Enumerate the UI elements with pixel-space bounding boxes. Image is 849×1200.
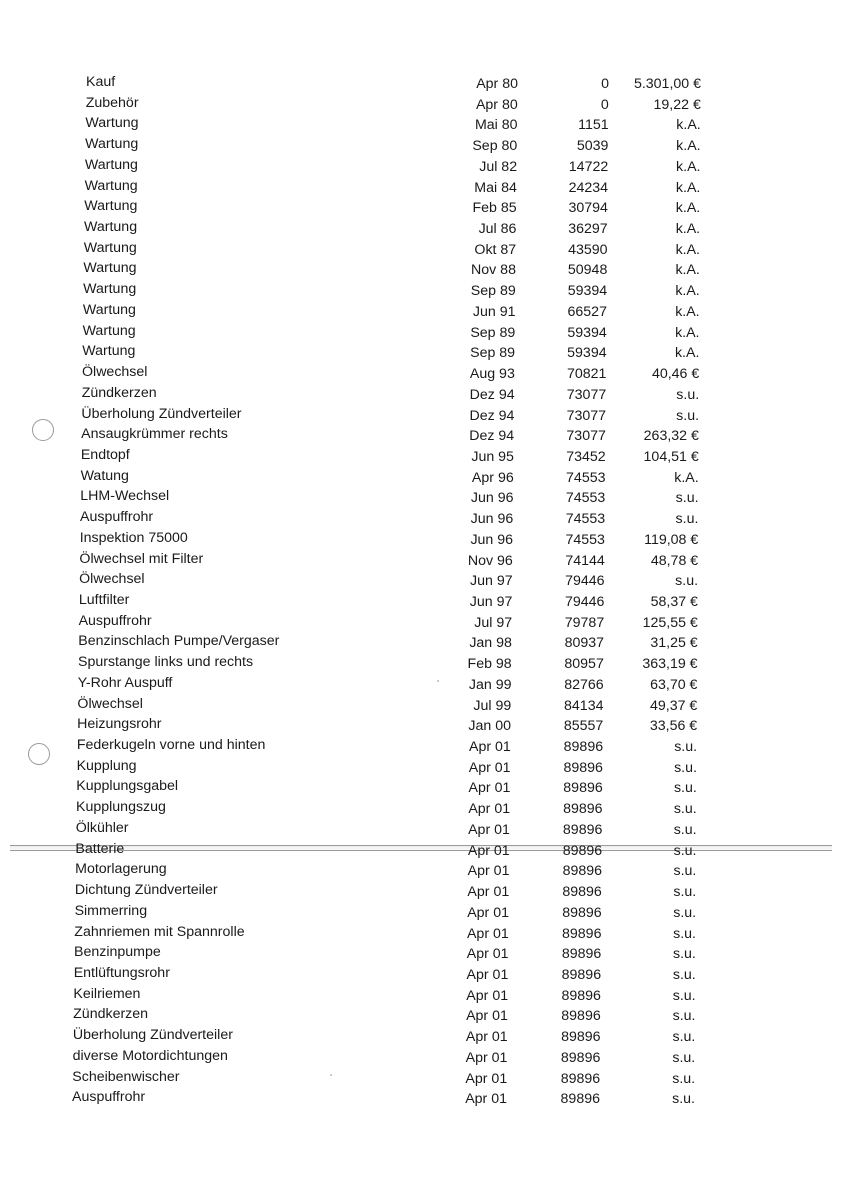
description-cell: Ansaugkrümmer rechts [81,426,228,443]
description-cell: Wartung [85,115,139,132]
table-row [0,799,849,819]
date-cell: Apr 80 [476,76,518,92]
cost-cell: k.A. [675,262,700,279]
mileage-cell: 89896 [562,821,603,838]
description-cell: Wartung [82,343,136,360]
cost-cell: s.u. [675,573,699,590]
description-cell: Luftfilter [78,592,130,608]
date-cell: Jun 95 [471,448,514,465]
mileage-cell: 0 [601,76,609,92]
date-cell: Apr 80 [475,96,518,113]
table-row [0,157,849,177]
cost-cell: k.A. [674,345,700,362]
cost-cell: s.u. [676,386,700,403]
cost-cell: s.u. [672,1029,696,1046]
date-cell: Apr 01 [467,904,510,921]
description-cell: Auspuffrohr [80,509,154,526]
description-cell: Kupplungszug [76,799,166,816]
table-row [0,530,849,550]
date-cell: Apr 01 [469,739,511,756]
cost-cell: s.u. [672,946,696,963]
date-cell: Sep 89 [470,324,516,341]
cost-cell: 263,32 € [643,428,699,445]
date-cell: Apr 01 [465,1029,508,1046]
date-cell: Apr 01 [466,946,509,963]
description-cell: Wartung [84,219,138,236]
cost-cell: s.u. [675,490,699,507]
mileage-cell: 89896 [563,801,603,818]
table-row [0,924,849,944]
description-cell: Wartung [84,198,138,215]
date-cell: Apr 01 [467,884,510,901]
cost-cell: k.A. [675,303,700,320]
table-row [0,364,849,384]
mileage-cell: 89896 [562,884,602,901]
description-cell: Ölwechsel [79,571,145,588]
cost-cell: k.A. [676,138,701,155]
table-row [0,571,849,591]
date-cell: Jan 99 [468,676,512,693]
cost-cell: 104,51 € [643,448,699,465]
date-cell: Jun 97 [470,573,513,590]
table-row [0,654,849,674]
table-row [0,675,849,695]
mileage-cell: 66527 [567,303,607,320]
table-row [0,488,849,508]
date-cell: Jun 96 [470,511,514,528]
mileage-cell: 30794 [568,200,608,217]
date-cell: Apr 01 [467,863,510,880]
mileage-cell: 89896 [560,1091,600,1108]
description-cell: Y-Rohr Auspuff [77,674,173,691]
description-cell: Kupplung [76,757,137,774]
mileage-cell: 79446 [565,573,605,590]
mileage-cell: 89896 [561,946,602,963]
table-row [0,136,849,156]
description-cell: Überholung Zündverteiler [72,1027,233,1044]
date-cell: Sep 89 [470,283,516,300]
description-cell: Zündkerzen [73,1006,149,1023]
date-cell: Jan 98 [469,635,512,652]
description-cell: Zahnriemen mit Spannrolle [74,923,245,940]
mileage-cell: 89896 [560,1049,601,1066]
table-row [0,95,849,115]
mileage-cell: 74144 [565,552,605,569]
mileage-cell: 79446 [564,594,605,610]
date-cell: Apr 96 [471,469,514,486]
description-cell: Überholung Zündverteiler [81,405,242,422]
description-cell: Wartung [83,281,137,298]
mileage-cell: 89896 [563,759,603,776]
mileage-cell: 0 [600,96,609,113]
mileage-cell: 59394 [567,324,607,341]
date-cell: Aug 93 [469,366,515,383]
mileage-cell: 79787 [564,614,605,631]
cost-cell: s.u. [674,759,697,776]
table-row [0,281,849,301]
date-cell: Nov 96 [467,552,513,569]
mileage-cell: 80937 [564,635,605,652]
cost-cell: k.A. [676,117,701,134]
mileage-cell: 89896 [562,904,602,921]
table-row [0,820,849,840]
description-cell: Auspuffrohr [78,612,152,629]
mileage-cell: 89896 [561,1029,601,1046]
mileage-cell: 74553 [565,531,605,548]
cost-cell: s.u. [673,904,697,921]
table-row [0,716,849,736]
date-cell: Dez 94 [469,407,515,424]
cost-cell: s.u. [673,842,697,859]
table-row [0,509,849,529]
mileage-cell: 89896 [562,842,603,859]
table-row [0,447,849,467]
description-cell: Inspektion 75000 [79,529,188,546]
description-cell: Heizungsrohr [77,716,162,733]
description-cell: Watung [80,467,129,484]
description-cell: Ölkühler [75,819,129,836]
table-row [0,343,849,363]
table-row [0,115,849,135]
description-cell: Ölwechsel [77,695,143,712]
table-row [0,468,849,488]
description-cell: Wartung [84,177,138,194]
date-cell: Nov 88 [471,262,516,279]
mileage-cell: 73077 [566,428,606,445]
mileage-cell: 89896 [562,863,603,880]
date-cell: Mai 84 [474,179,517,196]
mileage-cell: 89896 [563,739,604,756]
mileage-cell: 85557 [563,718,604,735]
table-row [0,613,849,633]
cost-cell: s.u. [673,821,697,838]
mileage-cell: 70821 [566,366,607,383]
date-cell: Mai 80 [474,117,518,134]
cost-cell: k.A. [674,469,699,486]
table-row [0,882,849,902]
mileage-cell: 50948 [567,262,608,279]
date-cell: Apr 01 [466,987,509,1004]
cost-cell: k.A. [675,324,700,341]
date-cell: Apr 01 [465,1070,508,1087]
date-cell: Jul 82 [479,158,518,175]
table-row [0,861,849,881]
cost-cell: 63,70 € [650,676,698,693]
date-cell: Jul 97 [474,614,513,631]
cost-cell: k.A. [675,283,700,300]
cost-cell: 48,78 € [650,552,699,569]
date-cell: Apr 01 [468,780,511,797]
mileage-cell: 1151 [578,117,609,134]
cost-cell: k.A. [675,200,701,217]
table-row [0,965,849,985]
description-cell: Zündkerzen [81,384,157,401]
table-row [0,778,849,798]
description-cell: Kauf [86,74,116,90]
cost-cell: 125,55 € [642,614,698,631]
description-cell: Wartung [83,260,137,277]
cost-cell: k.A. [675,221,701,238]
table-row [0,758,849,778]
table-row [0,74,849,94]
mileage-cell: 73077 [566,407,607,424]
date-cell: Apr 01 [467,842,510,859]
mileage-cell: 5039 [576,138,609,155]
date-cell: Apr 01 [465,1091,507,1108]
date-cell: Apr 01 [468,759,511,776]
description-cell: Batterie [75,840,125,857]
mileage-cell: 89896 [561,1008,601,1025]
date-cell: Apr 01 [466,925,509,942]
mileage-cell: 73452 [566,448,606,465]
table-row [0,219,849,239]
description-cell: LHM-Wechsel [80,488,170,505]
mileage-cell: 73077 [566,386,607,403]
table-row [0,841,849,861]
description-cell: Zubehör [85,94,139,111]
date-cell: Jun 91 [472,303,516,320]
date-cell: Apr 01 [466,1008,508,1025]
description-cell: Wartung [83,239,137,256]
mileage-cell: 80957 [564,656,604,673]
description-cell: Federkugeln vorne und hinten [76,737,266,754]
description-cell: Ölwechsel mit Filter [79,550,204,567]
cost-cell: s.u. [672,987,696,1004]
date-cell: Apr 01 [468,801,511,818]
mileage-cell: 59394 [567,283,608,300]
cost-cell: s.u. [676,407,700,424]
description-cell: Auspuffrohr [72,1089,146,1106]
cost-cell: k.A. [675,179,701,196]
mileage-cell: 74553 [565,490,606,507]
table-row [0,1027,849,1047]
description-cell: Wartung [84,156,138,173]
date-cell: Apr 01 [468,821,510,838]
cost-cell: 40,46 € [651,366,700,383]
mileage-cell: 89896 [561,987,601,1004]
date-cell: Jan 00 [468,718,512,735]
mileage-cell: 82766 [564,676,604,693]
table-row [0,633,849,653]
mileage-cell: 89896 [562,925,602,942]
mileage-cell: 74553 [566,469,606,486]
table-row [0,903,849,923]
cost-cell: 19,22 € [653,96,701,113]
description-cell: Kupplungsgabel [76,778,179,795]
mileage-cell: 89896 [560,1070,601,1087]
table-row [0,986,849,1006]
date-cell: Dez 94 [469,428,515,445]
description-cell: Wartung [85,136,139,153]
cost-cell: k.A. [675,241,701,258]
table-row [0,1089,849,1109]
mileage-cell: 43590 [568,241,608,258]
table-row [0,178,849,198]
cost-cell: 33,56 € [649,718,698,735]
cost-cell: s.u. [672,966,696,983]
date-cell: Feb 98 [467,656,512,673]
description-cell: Benzinschlach Pumpe/Vergaser [78,633,280,650]
mileage-cell: 24234 [568,179,609,196]
date-cell: Jun 96 [470,531,514,548]
table-row [0,592,849,612]
table-row [0,1048,849,1068]
mileage-cell: 84134 [564,697,604,714]
table-row [0,551,849,571]
date-cell: Apr 01 [465,1049,508,1066]
cost-cell: s.u. [673,863,697,880]
table-row [0,1069,849,1089]
table-row [0,385,849,405]
description-cell: Dichtung Zündverteiler [74,882,218,899]
table-row [0,696,849,716]
date-cell: Jul 86 [478,221,517,238]
description-cell: Ölwechsel [82,364,148,381]
description-cell: Simmerring [74,902,148,919]
description-cell: Wartung [82,301,136,318]
mileage-cell: 59394 [567,345,607,362]
table-row [0,737,849,757]
cost-cell: s.u. [672,1070,696,1087]
cost-cell: k.A. [676,158,701,175]
mileage-cell: 74553 [565,511,606,528]
cost-cell: 31,25 € [650,635,698,652]
table-row [0,406,849,426]
table-row [0,302,849,322]
mileage-cell: 36297 [568,221,608,238]
date-cell: Dez 94 [469,386,515,403]
cost-cell: s.u. [674,739,698,756]
cost-cell: s.u. [673,801,697,818]
date-cell: Sep 80 [472,138,518,155]
table-row [0,426,849,446]
cost-cell: s.u. [673,925,696,942]
description-cell: diverse Motordichtungen [72,1047,228,1064]
cost-cell: 119,08 € [644,531,699,548]
description-cell: Benzinpumpe [74,944,161,961]
description-cell: Spurstange links und rechts [78,654,254,671]
table-row [0,260,849,280]
table-row [0,240,849,260]
date-cell: Feb 85 [472,200,517,217]
description-cell: Wartung [82,322,136,339]
mileage-cell: 89896 [561,966,602,983]
description-cell: Scheibenwischer [72,1068,180,1085]
date-cell: Jun 96 [470,490,514,507]
date-cell: Jun 97 [469,594,513,610]
description-cell: Entlüftungsrohr [73,964,170,981]
table-row [0,198,849,218]
description-cell: Endtopf [80,446,130,463]
description-cell: Motorlagerung [75,861,167,878]
date-cell: Sep 89 [470,345,516,362]
cost-cell: s.u. [672,1008,696,1025]
cost-cell: s.u. [675,511,699,528]
cost-cell: 49,37 € [649,697,698,714]
mileage-cell: 89896 [563,780,603,797]
description-cell: Keilriemen [73,985,141,1002]
date-cell: Okt 87 [474,241,517,258]
cost-cell: 58,37 € [650,594,698,610]
cost-cell: 363,19 € [642,656,698,673]
cost-cell: s.u. [672,1091,695,1108]
date-cell: Jul 99 [473,697,512,714]
cost-cell: s.u. [673,780,697,797]
cost-cell: s.u. [673,884,697,901]
cost-cell: s.u. [672,1049,696,1066]
date-cell: Apr 01 [466,966,509,983]
table-row [0,323,849,343]
cost-cell: 5.301,00 € [633,76,701,92]
mileage-cell: 14722 [568,158,609,175]
table-row [0,944,849,964]
table-row [0,1006,849,1026]
